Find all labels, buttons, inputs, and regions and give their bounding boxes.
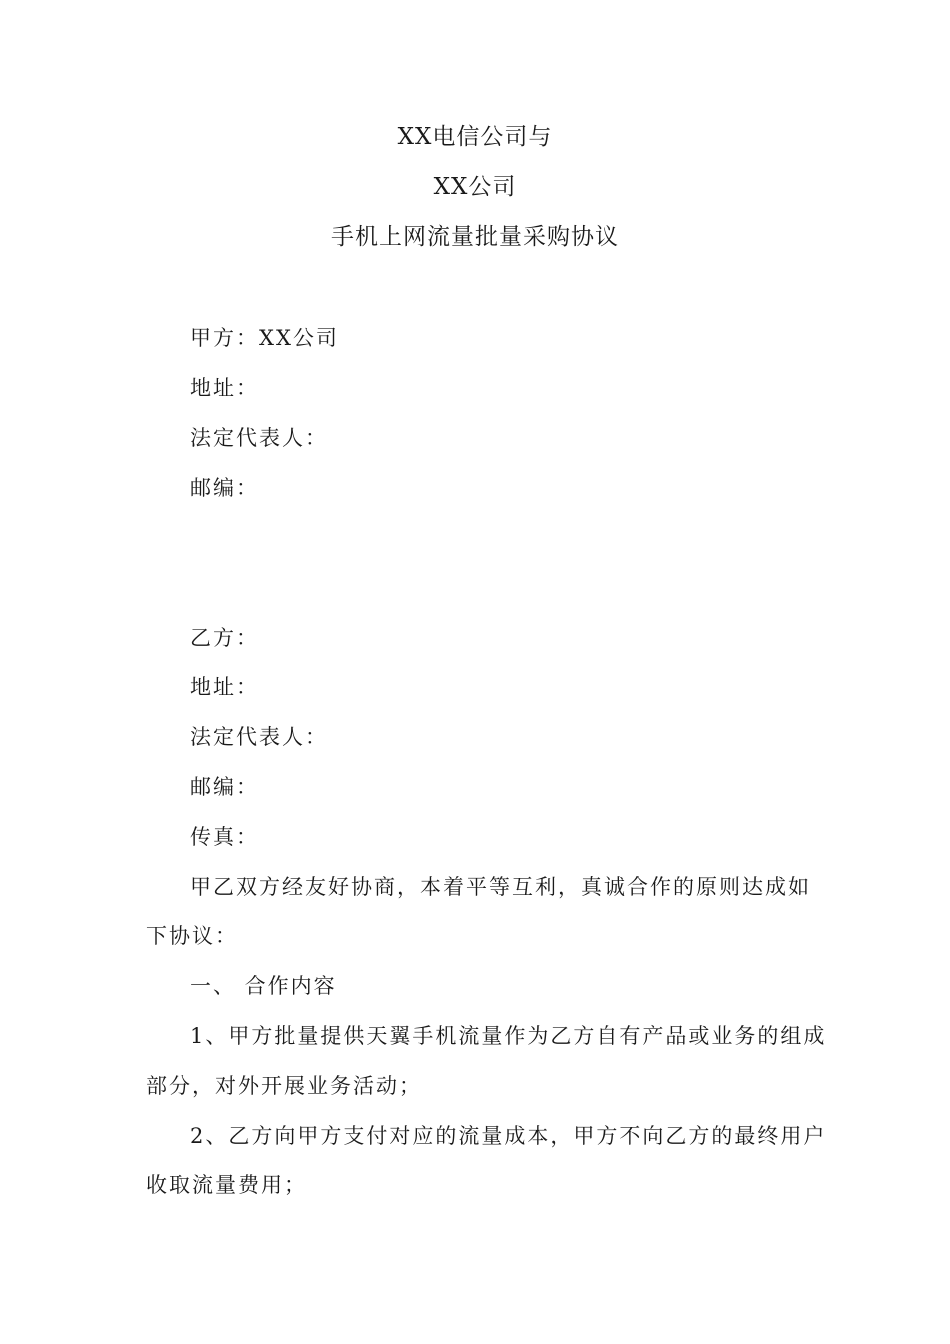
party-b-legal-rep: 法定代表人： bbox=[190, 725, 328, 749]
title-line-3: 手机上网流量批量采购协议 bbox=[331, 224, 619, 250]
party-a-legal-rep: 法定代表人： bbox=[190, 426, 328, 450]
intro-paragraph-line-1: 甲乙双方经友好协商，本着平等互利，真诚合作的原则达成如 bbox=[190, 875, 811, 899]
party-a-postcode: 邮编： bbox=[190, 476, 259, 500]
item-2-line-2: 收取流量费用； bbox=[146, 1173, 307, 1197]
item-1-line-2: 部分，对外开展业务活动； bbox=[146, 1074, 422, 1098]
party-b-name: 乙方： bbox=[190, 626, 259, 650]
intro-paragraph-line-2: 下协议： bbox=[146, 924, 238, 948]
item-1-line-1: 1、甲方批量提供天翼手机流量作为乙方自有产品或业务的组成 bbox=[190, 1024, 827, 1048]
title-line-1: XX电信公司与 bbox=[397, 124, 553, 150]
section-1-heading: 一、 合作内容 bbox=[190, 974, 337, 998]
party-a-name: 甲方：XX公司 bbox=[190, 326, 339, 350]
party-a-address: 地址： bbox=[190, 376, 259, 400]
party-b-address: 地址： bbox=[190, 675, 259, 699]
item-2-line-1: 2、乙方向甲方支付对应的流量成本，甲方不向乙方的最终用户 bbox=[190, 1124, 827, 1148]
party-b-fax: 传真： bbox=[190, 825, 259, 849]
title-line-2: XX公司 bbox=[433, 174, 517, 200]
party-b-postcode: 邮编： bbox=[190, 775, 259, 799]
